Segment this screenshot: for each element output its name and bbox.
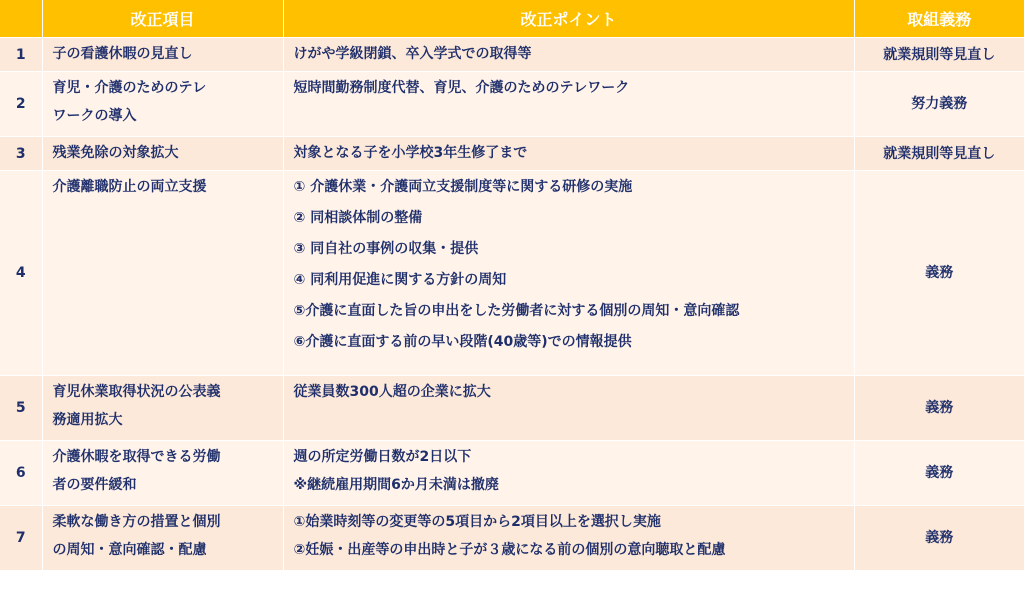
revision-point-cell bbox=[283, 441, 854, 506]
revision-point-text: ※継続雇用期間6か月未満は撤廃 bbox=[293, 477, 499, 493]
revision-item-text: 育児休業取得状況の公表義 bbox=[52, 384, 221, 400]
revision-point-text: けがや学級閉鎖、卒入学式での取得等 bbox=[293, 46, 532, 62]
row-number: 1 bbox=[0, 38, 42, 72]
revision-item-cell bbox=[42, 38, 283, 72]
revision-point-cell bbox=[283, 38, 854, 72]
revision-item-cell bbox=[42, 376, 283, 441]
row-number: 3 bbox=[0, 137, 42, 171]
revision-item-text: 務適用拡大 bbox=[52, 412, 123, 428]
revision-item-text: 育児・介護のためのテレ bbox=[52, 80, 207, 96]
table-row bbox=[0, 38, 1024, 72]
revision-point-text: ③ 同自社の事例の収集・提供 bbox=[293, 241, 479, 257]
revision-item-cell bbox=[42, 72, 283, 137]
revision-point-cell bbox=[283, 376, 854, 441]
revision-item-text: 者の要件緩和 bbox=[52, 477, 137, 493]
header-revision-item: 改正項目 bbox=[42, 0, 283, 38]
revision-point-cell bbox=[283, 171, 854, 376]
obligation-cell: 義務 bbox=[854, 441, 1024, 506]
revision-point-text: 対象となる子を小学校3年生修了まで bbox=[293, 145, 528, 161]
revision-item-text: 介護休暇を取得できる労働 bbox=[52, 449, 221, 465]
revision-item-text: ワークの導入 bbox=[52, 108, 137, 124]
revision-point-text: ⑥介護に直面する前の早い段階(40歳等)での情報提供 bbox=[293, 334, 632, 350]
revision-point-text: ②妊娠・出産等の申出時と子が３歳になる前の個別の意向聴取と配慮 bbox=[293, 542, 726, 558]
revision-item-text: 子の看護休暇の見直し bbox=[52, 46, 193, 62]
revision-point-text: 短時間勤務制度代替、育児、介護のためのテレワーク bbox=[293, 80, 630, 96]
header-obligation: 取組義務 bbox=[854, 0, 1024, 38]
obligation-cell: 義務 bbox=[854, 171, 1024, 376]
revision-item-text: の周知・意向確認・配慮 bbox=[52, 542, 207, 558]
table-row bbox=[0, 376, 1024, 441]
row-number: 4 bbox=[0, 171, 42, 376]
revision-point-text: ⑤介護に直面した旨の申出をした労働者に対する個別の周知・意向確認 bbox=[293, 303, 740, 319]
revision-point-text: ② 同相談体制の整備 bbox=[293, 210, 423, 226]
revision-item-text: 残業免除の対象拡大 bbox=[52, 145, 179, 161]
revision-point-text: 従業員数300人超の企業に拡大 bbox=[293, 384, 491, 400]
revision-point-text: ① 介護休業・介護両立支援制度等に関する研修の実施 bbox=[293, 179, 633, 195]
revision-item-cell bbox=[42, 441, 283, 506]
row-number: 7 bbox=[0, 506, 42, 571]
table-row bbox=[0, 441, 1024, 506]
obligation-cell: 就業規則等見直し bbox=[854, 137, 1024, 171]
revision-point-text: ①始業時刻等の変更等の5項目から2項目以上を選択し実施 bbox=[293, 514, 661, 530]
revision-point-text: 週の所定労働日数が2日以下 bbox=[293, 449, 472, 465]
row-number: 2 bbox=[0, 72, 42, 137]
obligation-cell: 就業規則等見直し bbox=[854, 38, 1024, 72]
revision-item-text: 柔軟な働き方の措置と個別 bbox=[52, 514, 221, 530]
revision-point-cell bbox=[283, 137, 854, 171]
obligation-cell: 義務 bbox=[854, 506, 1024, 571]
revision-item-cell bbox=[42, 171, 283, 376]
table-row bbox=[0, 171, 1024, 376]
table-row bbox=[0, 137, 1024, 171]
obligation-cell: 努力義務 bbox=[854, 72, 1024, 137]
revision-point-cell bbox=[283, 506, 854, 571]
header-revision-point: 改正ポイント bbox=[283, 0, 854, 38]
row-number: 6 bbox=[0, 441, 42, 506]
revision-point-cell bbox=[283, 72, 854, 137]
table-row bbox=[0, 72, 1024, 137]
obligation-cell: 義務 bbox=[854, 376, 1024, 441]
table-header-row bbox=[0, 0, 1024, 38]
revision-point-text: ④ 同利用促進に関する方針の周知 bbox=[293, 272, 507, 288]
revision-item-text: 介護離職防止の両立支援 bbox=[52, 179, 207, 195]
revision-item-cell bbox=[42, 506, 283, 571]
revision-item-cell bbox=[42, 137, 283, 171]
header-number bbox=[0, 0, 42, 38]
row-number: 5 bbox=[0, 376, 42, 441]
table-row bbox=[0, 506, 1024, 571]
